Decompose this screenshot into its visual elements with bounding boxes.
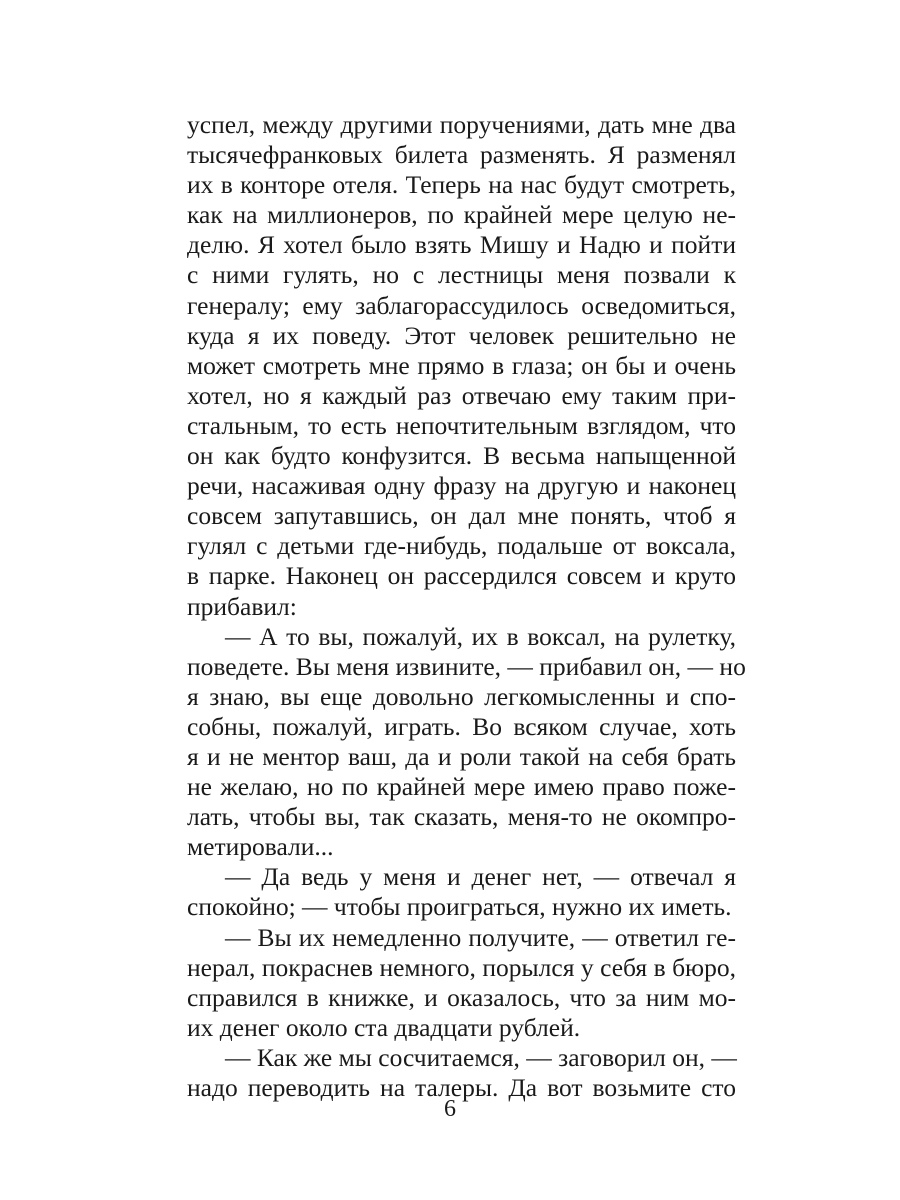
text-line: — А то вы, пожалуй, их в воксал, на рулетку, bbox=[225, 621, 736, 651]
text-line: успел, между другими поручениями, дать мне два bbox=[187, 110, 736, 139]
text-line: лать, чтобы вы, так сказать, меня-то не окомпро- bbox=[187, 802, 736, 832]
text-line: прибавил: bbox=[187, 591, 297, 621]
text-line: справился в книжке, и оказалось, что за ним мо- bbox=[187, 982, 736, 1012]
text-line: как на миллионеров, по крайней мере целую не- bbox=[187, 200, 736, 230]
text-line: тысячефранковых билета разменять. Я разменял bbox=[187, 140, 736, 170]
text-line: я и не ментор ваш, да и роли такой на себя брать bbox=[187, 741, 736, 771]
text-line: хотел, но я каждый раз отвечаю ему таким при- bbox=[187, 380, 736, 410]
text-line: их денег около ста двадцати рублей. bbox=[187, 1012, 581, 1042]
text-line: собны, пожалуй, играть. Во всяком случае, хоть bbox=[187, 711, 736, 741]
text-line: я знаю, вы еще довольно легкомысленны и спо- bbox=[187, 681, 736, 711]
text-line: делю. Я хотел было взять Мишу и Надю и пойти bbox=[187, 230, 736, 260]
text-line: с ними гулять, но с лестницы меня позвали к bbox=[187, 260, 736, 290]
text-line: нерал, покраснев немного, порылся у себя в бюро, bbox=[187, 952, 736, 982]
body-text bbox=[187, 110, 746, 1103]
text-line: — Да ведь у меня и денег нет, — отвечал я bbox=[225, 862, 736, 892]
text-line: — Вы их немедленно получите, — ответил ге- bbox=[225, 922, 736, 952]
text-line: поведете. Вы меня извините, — прибавил он, — но bbox=[187, 651, 746, 681]
text-line: генералу; ему заблагорассудилось осведомиться, bbox=[187, 290, 736, 320]
text-line: не желаю, но по крайней мере имею право поже- bbox=[187, 772, 736, 802]
page-number: 6 bbox=[444, 1096, 456, 1122]
text-line: их в конторе отеля. Теперь на нас будут смотреть, bbox=[187, 170, 736, 200]
text-line: он как будто конфузится. В весьма напыщенной bbox=[187, 441, 736, 471]
text-line: речи, насаживая одну фразу на другую и наконец bbox=[187, 471, 736, 501]
text-line: метировали... bbox=[187, 832, 334, 862]
text-line: в парке. Наконец он рассердился совсем и круто bbox=[187, 561, 736, 591]
text-line: совсем запутавшись, он дал мне понять, чтоб я bbox=[187, 501, 736, 531]
text-line: может смотреть мне прямо в глаза; он бы и очень bbox=[187, 350, 736, 380]
text-line: стальным, то есть непочтительным взглядом, что bbox=[187, 410, 736, 440]
text-line: надо переводить на талеры. Да вот возьмите сто bbox=[187, 1073, 736, 1102]
text-line: спокойно; — чтобы проиграться, нужно их иметь. bbox=[187, 892, 732, 922]
text-line: — Как же мы сосчитаемся, — заговорил он, — bbox=[225, 1042, 737, 1072]
text-line: гулял с детьми где-нибудь, подальше от воксала, bbox=[187, 531, 736, 561]
text-line: куда я их поведу. Этот человек решительно не bbox=[187, 320, 736, 350]
